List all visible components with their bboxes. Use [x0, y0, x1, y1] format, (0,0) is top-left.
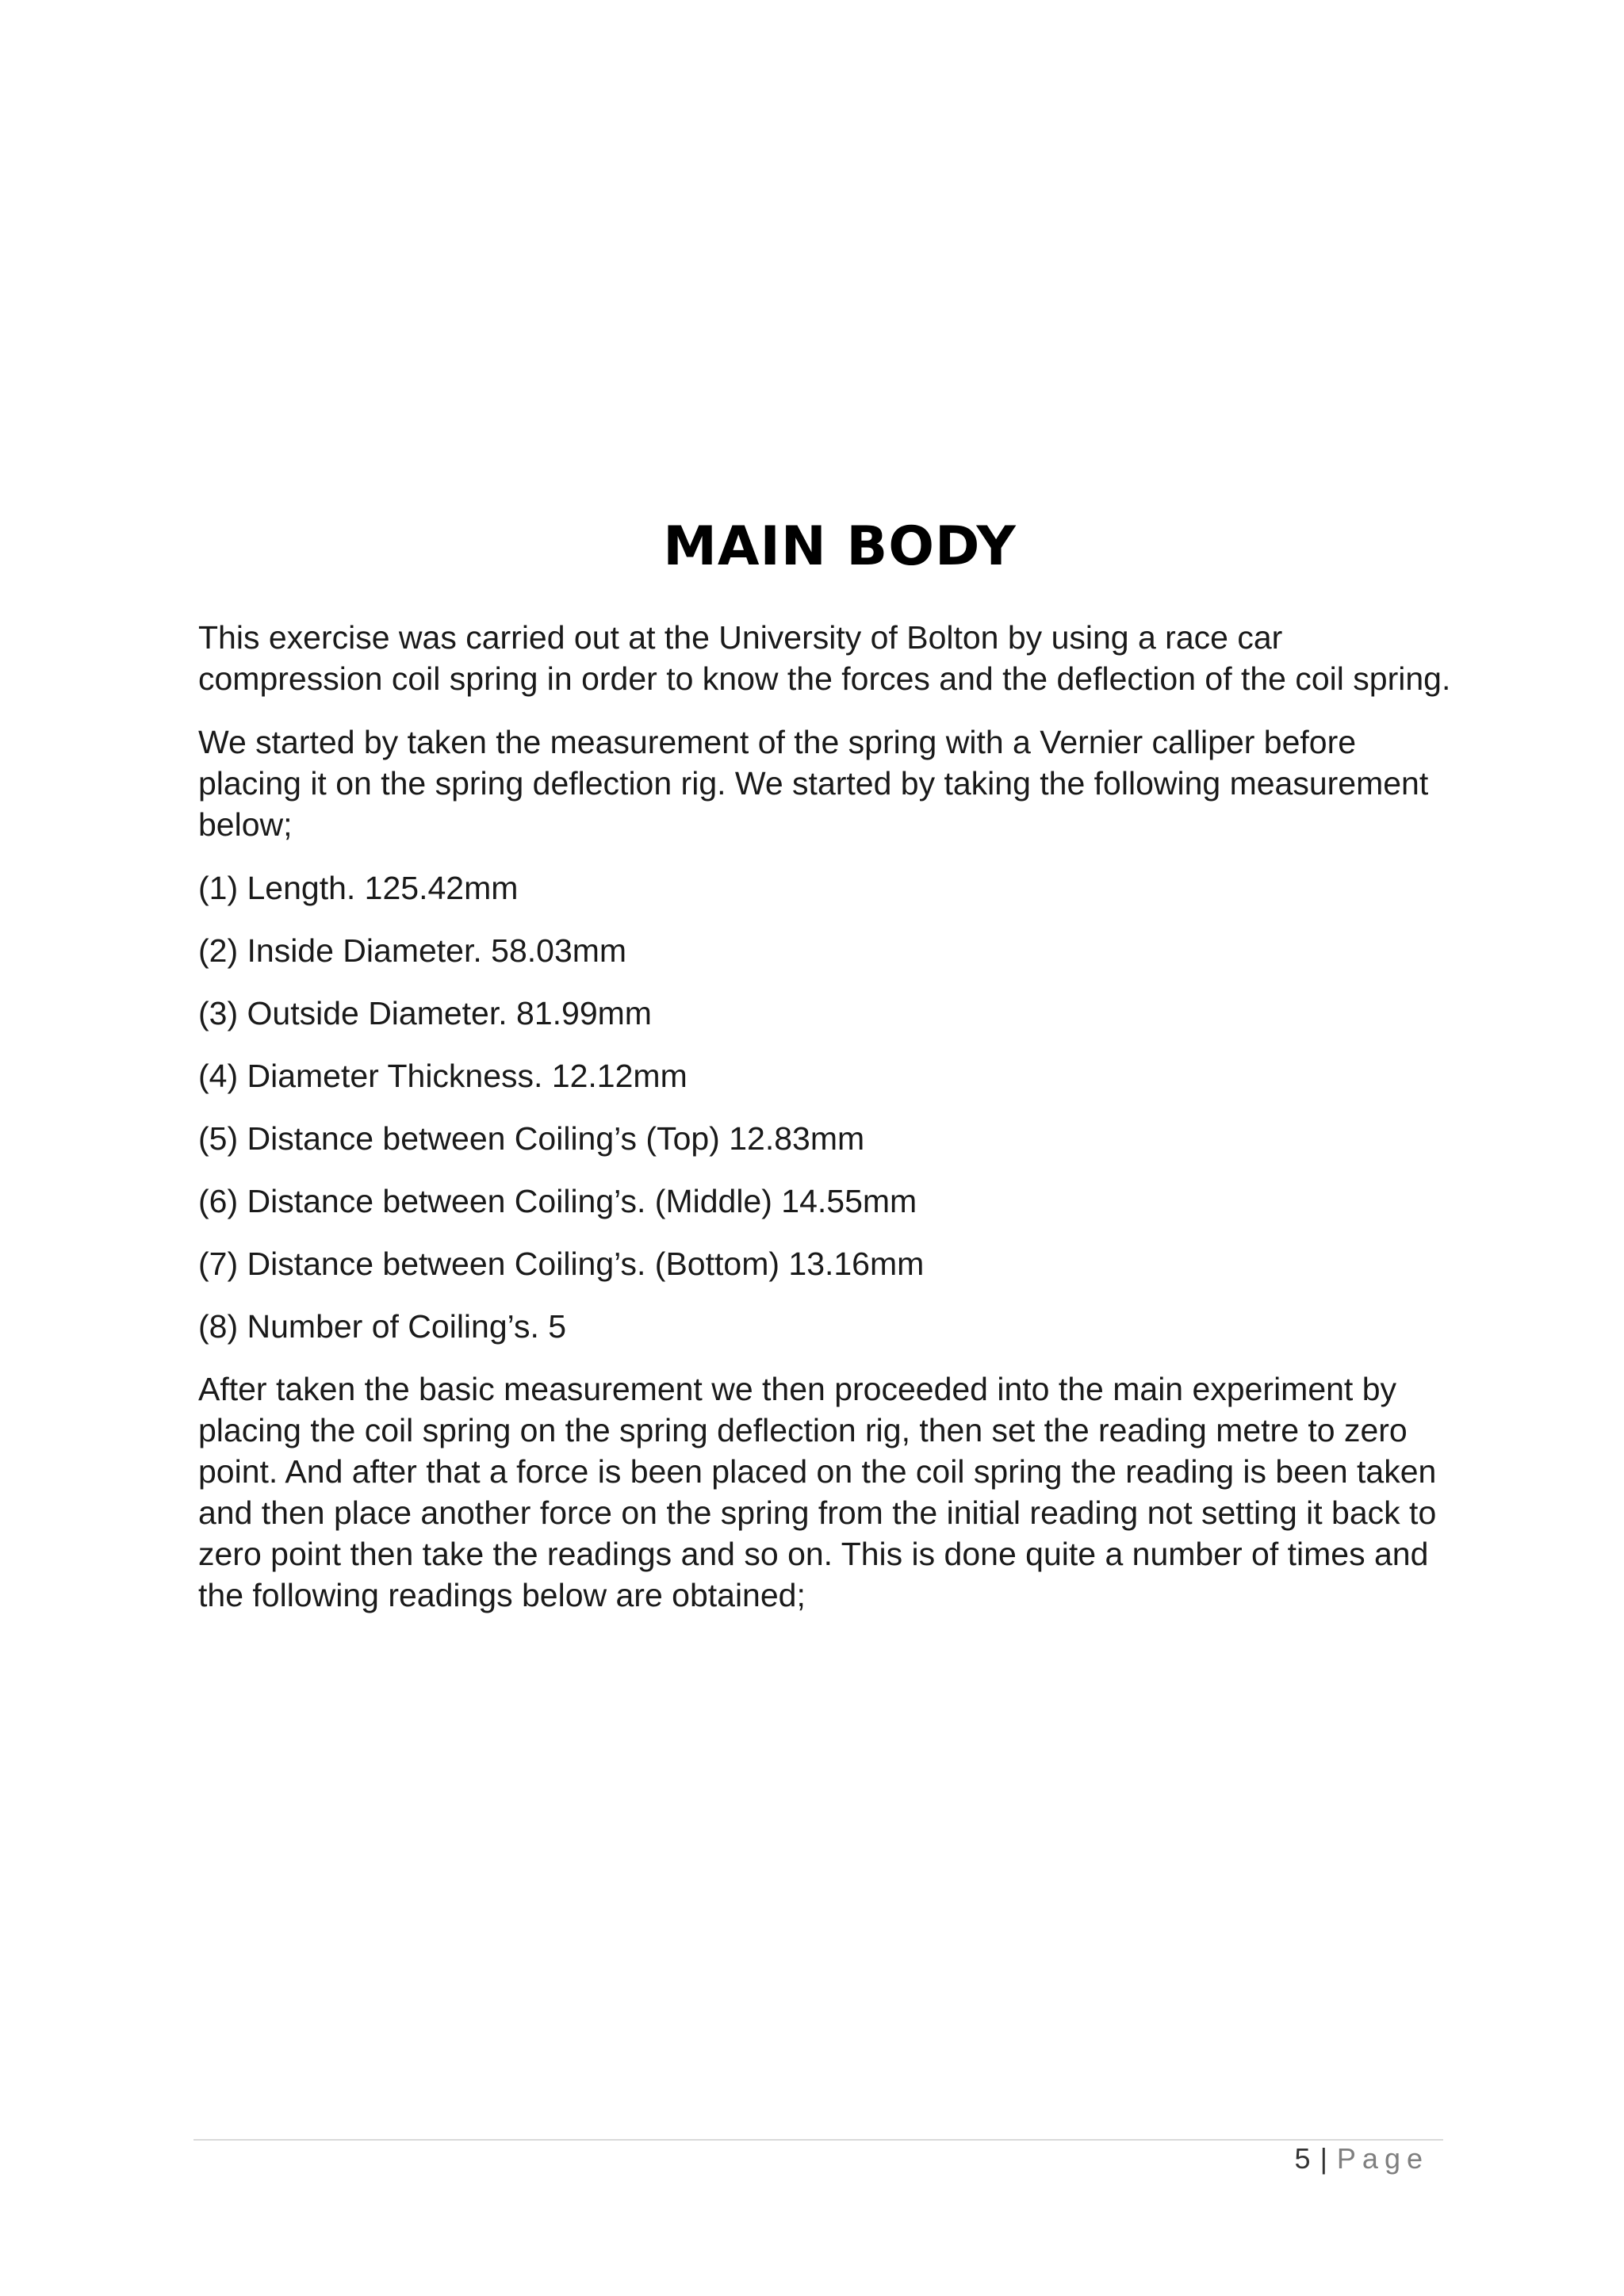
page-title: MAIN BODY	[663, 515, 1017, 578]
intro-paragraph-2: We started by taken the measurement of the spring with a Vernier calliper before placing it on the spring deflection rig. We started by taking the following measurement below;	[198, 724, 1429, 843]
footer-divider	[193, 2139, 1443, 2141]
measurement-item-diameter-thickness: (4) Diameter Thickness. 12.12mm	[198, 1058, 688, 1094]
measurement-item-length: (1) Length. 125.42mm	[198, 870, 519, 906]
measurement-item-distance-bottom: (7) Distance between Coiling’s. (Bottom) 13.16mm	[198, 1246, 925, 1282]
measurement-list	[198, 867, 1451, 1347]
measurement-item-number-of-coilings: (8) Number of Coiling’s. 5	[198, 1308, 567, 1345]
body-text	[198, 617, 1451, 1638]
footer-separator: |	[1320, 2142, 1327, 2175]
page-label: Page	[1336, 2142, 1429, 2175]
measurement-item-inside-diameter: (2) Inside Diameter. 58.03mm	[198, 932, 627, 969]
intro-paragraph-1: This exercise was carried out at the University of Bolton by using a race car compression coil spring in order to know the forces and the deflection of the coil spring.	[198, 619, 1451, 697]
measurement-item-outside-diameter: (3) Outside Diameter. 81.99mm	[198, 995, 652, 1031]
closing-paragraph: After taken the basic measurement we then proceeded into the main experiment by placing the coil spring on the spring deflection rig, then set the reading metre to zero point. And after that a force is been placed on the coil spring the reading is been taken and then place another force on the spring from the initial reading not setting it back to zero point then take the readings and so on. This is done quite a number of times and the following readings below are obtained;	[198, 1371, 1437, 1613]
measurement-item-distance-middle: (6) Distance between Coiling’s. (Middle) 14.55mm	[198, 1183, 917, 1219]
page-footer	[1295, 2142, 1429, 2175]
measurement-item-distance-top: (5) Distance between Coiling’s (Top) 12.83mm	[198, 1120, 865, 1157]
page-number: 5	[1294, 2142, 1311, 2175]
